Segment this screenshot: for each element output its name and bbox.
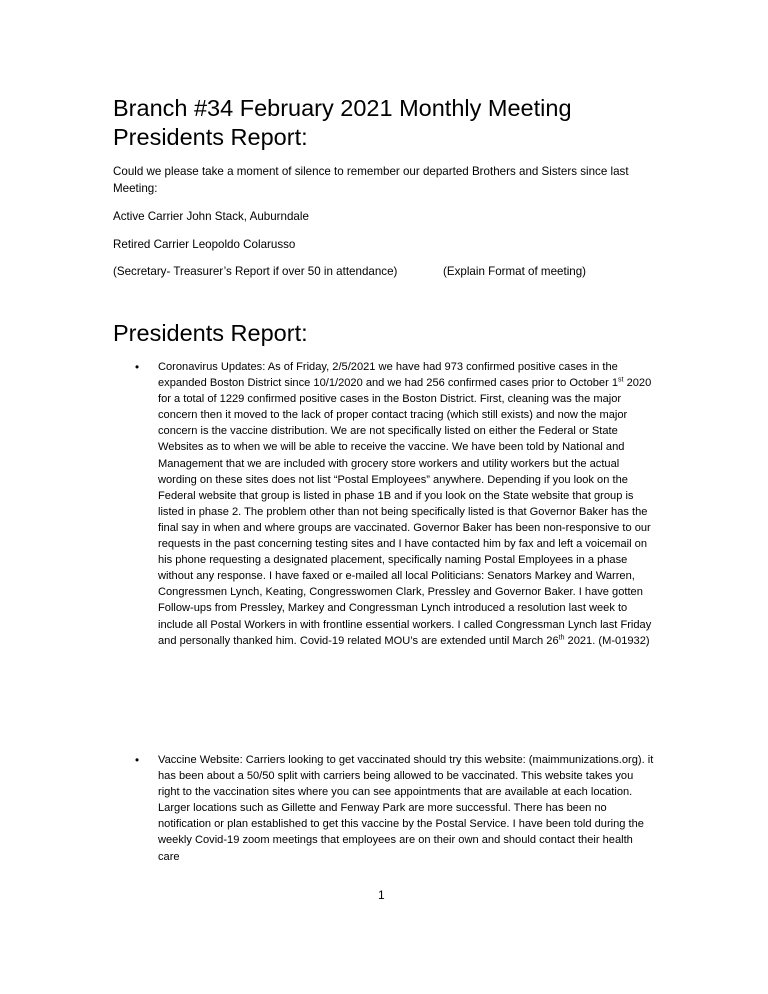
bullet-text-part: Coronavirus Updates: As of Friday, 2/5/2021 we have had 973 confirmed positive cases in the expanded Boston District since 10/1/2020 and we had 256 confirmed cases prior to October 1 <box>158 361 619 390</box>
section-heading: Presidents Report: <box>113 320 308 346</box>
page-number: 1 <box>378 888 385 902</box>
ordinal-suffix: st <box>618 376 624 384</box>
bullet-icon: • <box>135 754 140 767</box>
secretary-note: (Secretary- Treasurer’s Report if over 50 in attendance) <box>113 265 398 278</box>
bullet-text: Vaccine Website: Carriers looking to get vaccinated should try this website: (maimmunizations.org). it has been about a 50/50 split with carriers being allowed to be vaccinated. This website takes you right to the vaccination sites where you can see appointments that are available at each location. Larger locations such as Gillette and Fenway Park are more successful. There has been no notification or plan established to get this vaccine by the Postal Service. I have been told during the weekly Covid-19 zoom meetings that employees are on their own and should contact their health care <box>158 754 654 863</box>
bullet-text-part: 2020 for a total of 1229 confirmed positive cases in the Boston District. First, cleaning was the major concern then it moved to the lack of proper contact tracing (which still exists) and now the major concern is the vaccine distribution. We are not specifically listed on either the Federal or State Websites as to when we will be able to receive the vaccine. We have been told by National and Management that we are included with grocery store workers and utility workers but the actual wording on these sites does not list “Postal Employees” anywhere. Depending if you look on the Federal website that group is listed in phase 1B and if you look on the State website that group is listed in phase 2. The problem other than not being specifically listed is that Governor Baker has the final say in when and where groups are vaccinated. Governor Baker has been non-responsive to our requests in the past concerning testing sites and I have contacted him by fax and left a voicemail on his phone requesting a designated placement, specifically naming Postal Employees in a phase without any response. I have faxed or e-mailed all local Politicians: Senators Markey and Warren, Congressmen Lynch, Keating, Congresswomen Clark, Pressley and Governor Baker. I have gotten Follow-ups from Pressley, Markey and Congressman Lynch introduced a resolution last week to include all Postal Workers in with frontline essential workers. I called Congressman Lynch last Friday and personally thanked him. Covid-19 related MOU’s are extended until March 26 <box>158 377 652 647</box>
departed-name-2: Retired Carrier Leopoldo Colarusso <box>113 238 296 251</box>
page-title <box>113 94 673 152</box>
moment-of-silence-text: Could we please take a moment of silence to remember our departed Brothers and Sisters since last Meeting: <box>113 165 629 195</box>
format-note: (Explain Format of meeting) <box>443 265 587 278</box>
title-line-2: Presidents Report: <box>113 124 308 150</box>
departed-name-1: Active Carrier John Stack, Auburndale <box>113 210 309 223</box>
bullet-icon: • <box>135 361 140 374</box>
meeting-notes <box>113 263 673 280</box>
bullet-text <box>158 359 654 649</box>
title-line-1: Branch #34 February 2021 Monthly Meeting <box>113 95 572 121</box>
bullet-text-part: 2021. (M-01932) <box>564 634 650 647</box>
ordinal-suffix: th <box>558 633 565 641</box>
